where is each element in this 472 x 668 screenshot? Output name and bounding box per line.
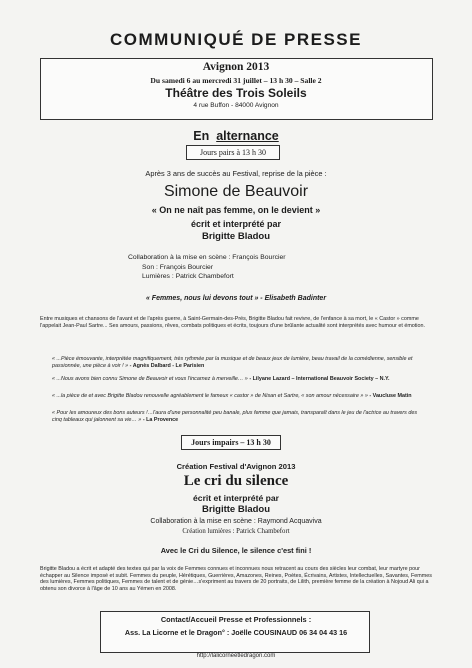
play2-credit2: Création lumières : Patrick Chambefort	[182, 528, 290, 535]
play2-description: Brigitte Bladou a écrit et adapté des textes qui par la voix de Femmes connues et inconnues nous retracent au cours des siècles leur combat, leur martyre pour échapper au Silence imposé et subit. Femmes du peuple, Hérétiques, Guerrières, Amazones, Reines, Poètes, Écrivains, Artistes, Intellectuelles, Savantes, Femmes des lumières, Femmes politiques, Femmes de talent et de génie…s'expriment au travers de 20 portraits, de Lilith, première femme de la création à Nojoud Ali qui a obtenu son divorce à l'âge de 10 ans au Yémen en 2008.	[40, 566, 432, 592]
play2-tagline: Avec le Cri du Silence, le silence c'est fini !	[160, 546, 312, 555]
play1-credit-line: Son : François Bourcier	[142, 263, 214, 271]
play1-title: Simone de Beauvoir	[163, 183, 309, 200]
review-source: Lilyane Lazard – International Beauvoir Society – N.Y.	[252, 376, 390, 382]
page-title: COMMUNIQUÉ DE PRESSE	[110, 30, 362, 49]
review-source: La Provence	[146, 416, 179, 423]
website-link[interactable]	[0, 653, 472, 659]
event-dates: Du samedi 6 au mercredi 31 juillet – 13 h 30 – Salle 2	[150, 76, 322, 85]
contact-line: Ass. La Licorne et le Dragon° : Joëlle COUSINAUD 06 34 04 43 16	[124, 628, 348, 637]
review-source: Agnès Dalbard - Le Parisien	[132, 362, 205, 369]
review-source: Vaucluse Matin	[372, 393, 412, 399]
play1-credits	[128, 253, 286, 282]
review-text: « Pour les amoureux des bons auteurs !…l'aura d'une personnalité peu banale, plus femme que jamais, transparaît dans le jeu de l'actrice au travers des cinq tableaux qui jalonnent sa vie… »	[52, 410, 418, 423]
venue-address: 4 rue Buffon - 84000 Avignon	[193, 102, 279, 109]
event-city-year: Avignon 2013	[202, 61, 270, 73]
play1-description: Entre musiques et chansons de l'avant et de l'après guerre, à Saint-Germain-des-Prés, Brigitte Bladou fait revivre, de l'enfance à sa mort, le « Castor » comme l'appelait Jean-Paul Sartre... Ses amours, passions, rêves, combats politiques et écrits, toujours d'une brûlante actualité sont interprétés avec humour et émotion.	[40, 316, 425, 329]
play2-creation: Création Festival d'Avignon 2013	[176, 462, 296, 471]
play1-credit-line: Collaboration à la mise en scène : François Bourcier	[128, 254, 286, 261]
review-item: « ...Nous avons bien connu Simone de Beauvoir et vous l'incarnez à merveille… » - Lilyane Lazard – International Beauvoir Society – N.Y.	[52, 376, 390, 382]
alternance-title	[0, 129, 472, 143]
play1-quote: « Femmes, nous lui devons tout » - Elisabeth Badinter	[145, 295, 327, 302]
review-item: « ...Pièce émouvante, interprétée magnifiquement, très rythmée par la musique et de beaux jeux de lumière, beau travail de la comédienne, sensible et passionnée, une pièce à voir ! » - Agnès Dalbard - Le Parisien	[52, 356, 413, 369]
odd-days-badge: Jours impairs – 13 h 30	[181, 435, 281, 450]
play2-credit1: Collaboration à la mise en scène : Raymond Acquaviva	[150, 518, 322, 525]
play2-author: Brigitte Bladou	[201, 504, 271, 515]
revival-intro: Après 3 ans de succès au Festival, reprise de la pièce :	[145, 169, 327, 178]
review-item: « Pour les amoureux des bons auteurs !…l'aura d'une personnalité peu banale, plus femme que jamais, transparaît dans le jeu de l'actrice au travers des cinq tableaux qui jalonnent sa vie… » - La Provence	[52, 410, 418, 423]
play2-written-by: écrit et interprété par	[193, 493, 279, 503]
play1-credit-line: Lumières : Patrick Chambefort	[142, 273, 234, 281]
play1-written-by: écrit et interprété par	[190, 219, 282, 229]
review-text: « ...Nous avons bien connu Simone de Beauvoir et vous l'incarnez à merveille… »	[52, 376, 248, 382]
venue-name: Théâtre des Trois Soleils	[165, 86, 307, 100]
even-days-badge: Jours pairs à 13 h 30	[186, 145, 280, 160]
review-item: « ...la pièce de et avec Brigitte Bladou renouvelle agréablement le fameux « castor » de Nisan et Sartre, « son amour nécessaire » » - Vaucluse Matin	[52, 393, 412, 399]
play2-title: Le cri du silence	[183, 473, 289, 489]
play1-subtitle: « On ne naît pas femme, on le devient »	[151, 205, 321, 215]
alternance-prefix: En	[193, 129, 210, 143]
review-text: « ...la pièce de et avec Brigitte Bladou renouvelle agréablement le fameux « castor » de Nisan et Sartre, « son amour nécessaire » »	[52, 393, 368, 399]
play1-author: Brigitte Bladou	[201, 231, 271, 242]
contact-title: Contact/Accueil Presse et Professionnels :	[160, 615, 312, 624]
website-link-text[interactable]: http://lalicorneetledragon.com	[196, 653, 276, 659]
review-text: « ...Pièce émouvante, interprétée magnifiquement, très rythmée par la musique et de beaux jeux de lumière, beau travail de la comédienne, sensible et passionnée, une pièce à voir ! »	[52, 356, 413, 369]
alternance-word: alternance	[216, 129, 279, 143]
